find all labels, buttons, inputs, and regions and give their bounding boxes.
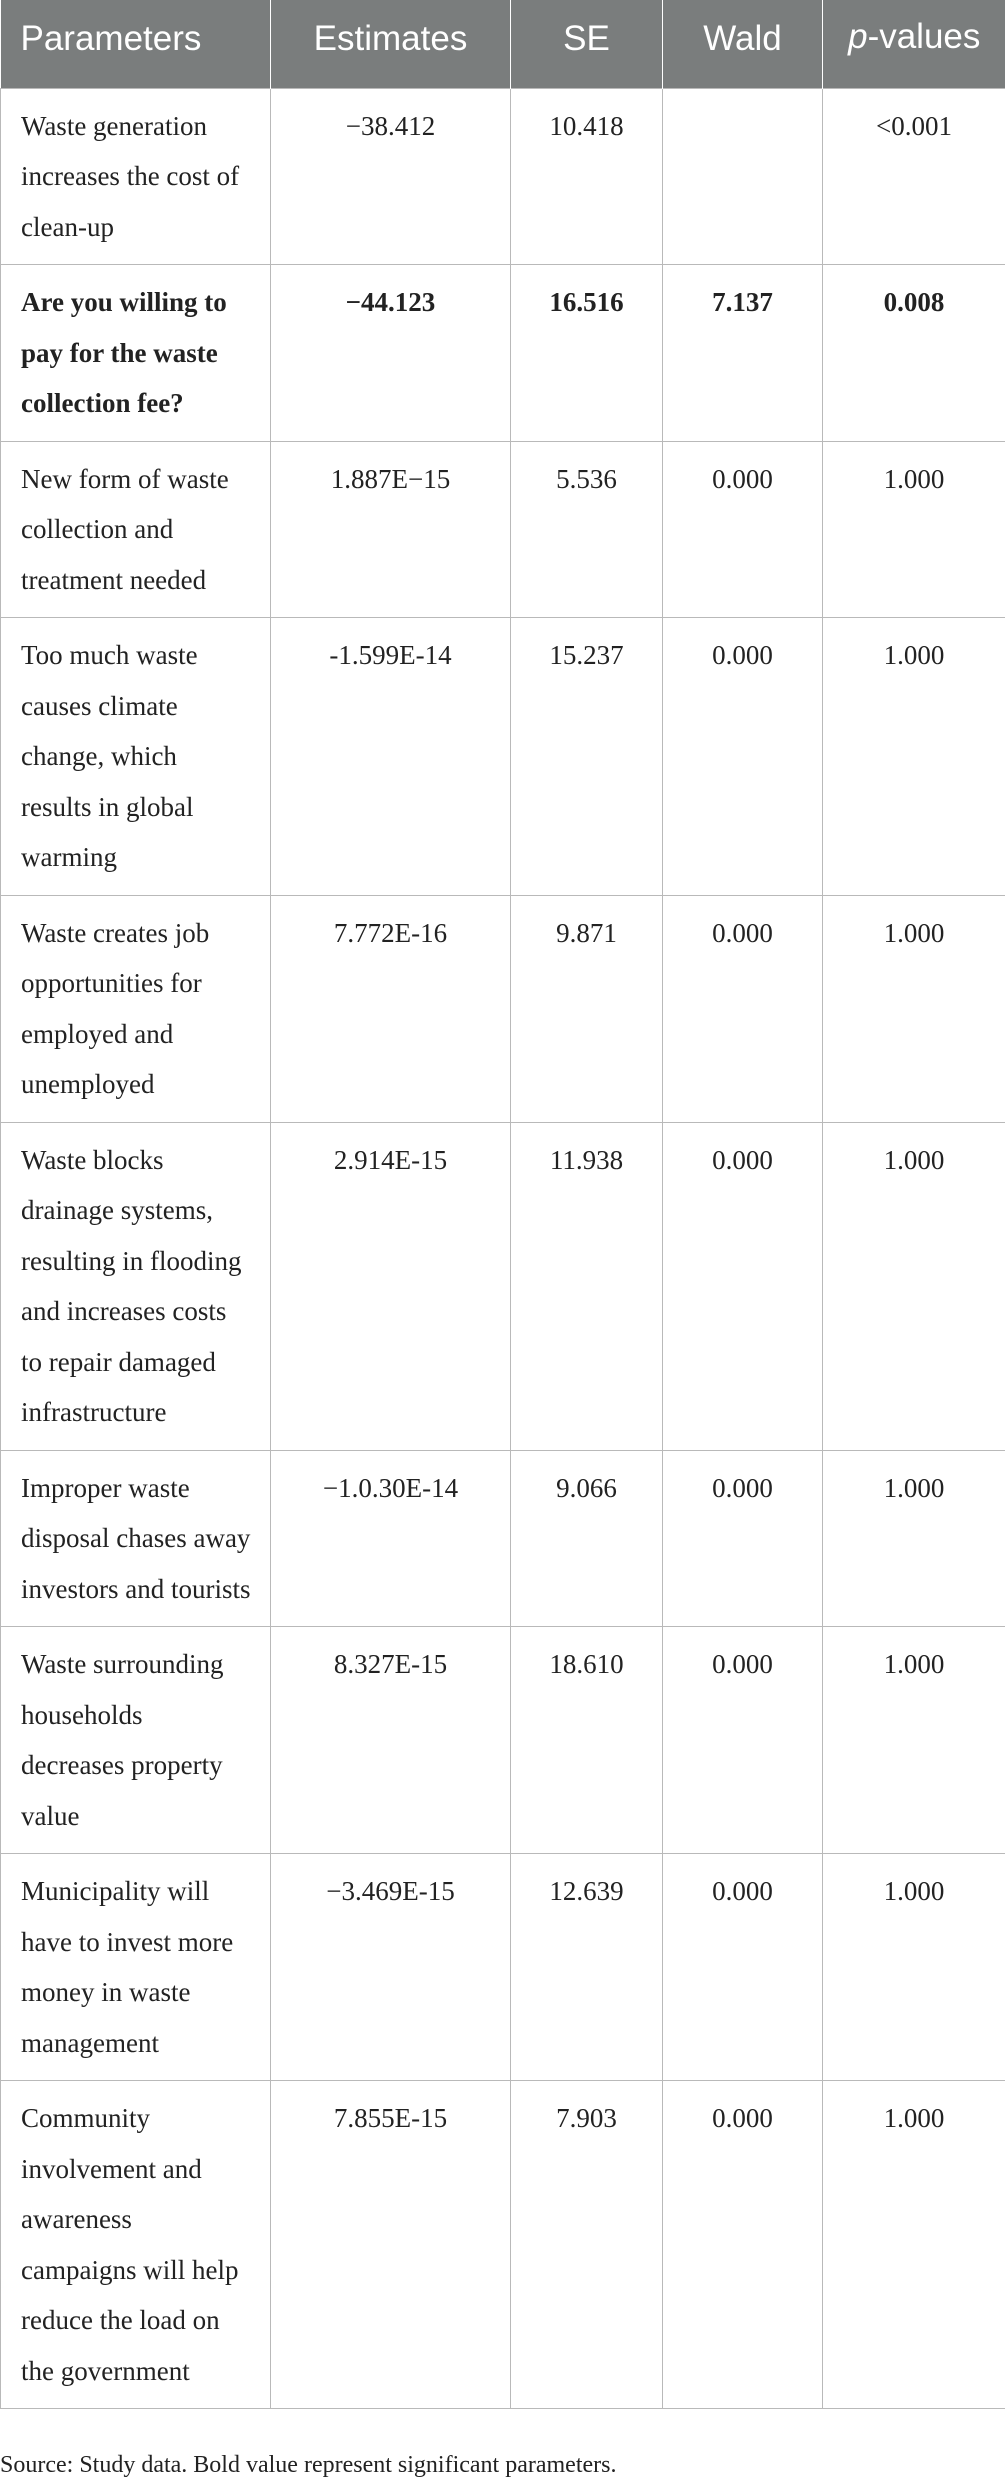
header-estimates: Estimates (271, 0, 511, 88)
pvalue-cell: 1.000 (823, 1450, 1005, 1627)
parameter-cell: Too much waste causes climate change, which results in global warming (1, 618, 271, 896)
se-cell: 11.938 (511, 1122, 663, 1450)
pvalue-cell: 1.000 (823, 441, 1005, 618)
table-row (1, 265, 1005, 442)
estimate-cell: 2.914E-15 (271, 1122, 511, 1450)
estimate-cell: 8.327E-15 (271, 1627, 511, 1854)
header-row (1, 0, 1005, 88)
table-row (1, 1627, 1005, 1854)
estimate-cell: −38.412 (271, 88, 511, 265)
parameter-cell: Waste creates job opportunities for employed and unemployed (1, 895, 271, 1122)
pvalue-cell: 1.000 (823, 2081, 1005, 2409)
wald-cell: 0.000 (663, 895, 823, 1122)
parameter-cell: New form of waste collection and treatment needed (1, 441, 271, 618)
parameter-cell: Improper waste disposal chases away investors and tourists (1, 1450, 271, 1627)
estimate-cell: 1.887E−15 (271, 441, 511, 618)
table-row (1, 618, 1005, 896)
estimate-cell: −1.0.30E-14 (271, 1450, 511, 1627)
parameter-cell: Municipality will have to invest more money in waste management (1, 1854, 271, 2081)
header-wald: Wald (663, 0, 823, 88)
table-row (1, 1450, 1005, 1627)
se-cell: 18.610 (511, 1627, 663, 1854)
header-se: SE (511, 0, 663, 88)
table-footnote: Source: Study data. Bold value represent significant parameters. (0, 2452, 617, 2478)
wald-cell (663, 88, 823, 265)
parameter-cell: Waste blocks drainage systems, resulting in flooding and increases costs to repair damaged infrastructure (1, 1122, 271, 1450)
wald-cell: 0.000 (663, 441, 823, 618)
se-cell: 15.237 (511, 618, 663, 896)
table-row (1, 2081, 1005, 2409)
parameter-cell: Are you willing to pay for the waste collection fee? (1, 265, 271, 442)
header-pvalues (823, 0, 1005, 88)
estimate-cell: −3.469E-15 (271, 1854, 511, 2081)
pvalue-cell: 1.000 (823, 1627, 1005, 1854)
se-cell: 10.418 (511, 88, 663, 265)
estimate-cell: 7.855E-15 (271, 2081, 511, 2409)
estimate-cell: 7.772E-16 (271, 895, 511, 1122)
wald-cell: 0.000 (663, 1450, 823, 1627)
wald-cell: 0.000 (663, 618, 823, 896)
se-cell: 7.903 (511, 2081, 663, 2409)
se-cell: 12.639 (511, 1854, 663, 2081)
estimate-cell: -1.599E-14 (271, 618, 511, 896)
se-cell: 9.871 (511, 895, 663, 1122)
parameter-cell: Waste generation increases the cost of clean-up (1, 88, 271, 265)
parameter-cell: Waste surrounding households decreases property value (1, 1627, 271, 1854)
wald-cell: 0.000 (663, 1627, 823, 1854)
pvalue-cell: 1.000 (823, 1854, 1005, 2081)
pvalue-cell: 1.000 (823, 618, 1005, 896)
table-row (1, 1854, 1005, 2081)
wald-cell: 0.000 (663, 1854, 823, 2081)
table-row (1, 441, 1005, 618)
estimate-cell: −44.123 (271, 265, 511, 442)
parameter-cell: Community involvement and awareness campaigns will help reduce the load on the government (1, 2081, 271, 2409)
se-cell: 16.516 (511, 265, 663, 442)
header-pvalues-p: p (848, 17, 868, 56)
pvalue-cell: 1.000 (823, 895, 1005, 1122)
pvalue-cell: 0.008 (823, 265, 1005, 442)
pvalue-cell: <0.001 (823, 88, 1005, 265)
wald-cell: 0.000 (663, 1122, 823, 1450)
table-row (1, 88, 1005, 265)
table-row (1, 895, 1005, 1122)
se-cell: 5.536 (511, 441, 663, 618)
wald-cell: 7.137 (663, 265, 823, 442)
header-parameters: Parameters (1, 0, 271, 88)
se-cell: 9.066 (511, 1450, 663, 1627)
pvalue-cell: 1.000 (823, 1122, 1005, 1450)
header-pvalues-rest: -values (867, 17, 981, 56)
table-body (1, 88, 1005, 2409)
wald-cell: 0.000 (663, 2081, 823, 2409)
table-row (1, 1122, 1005, 1450)
